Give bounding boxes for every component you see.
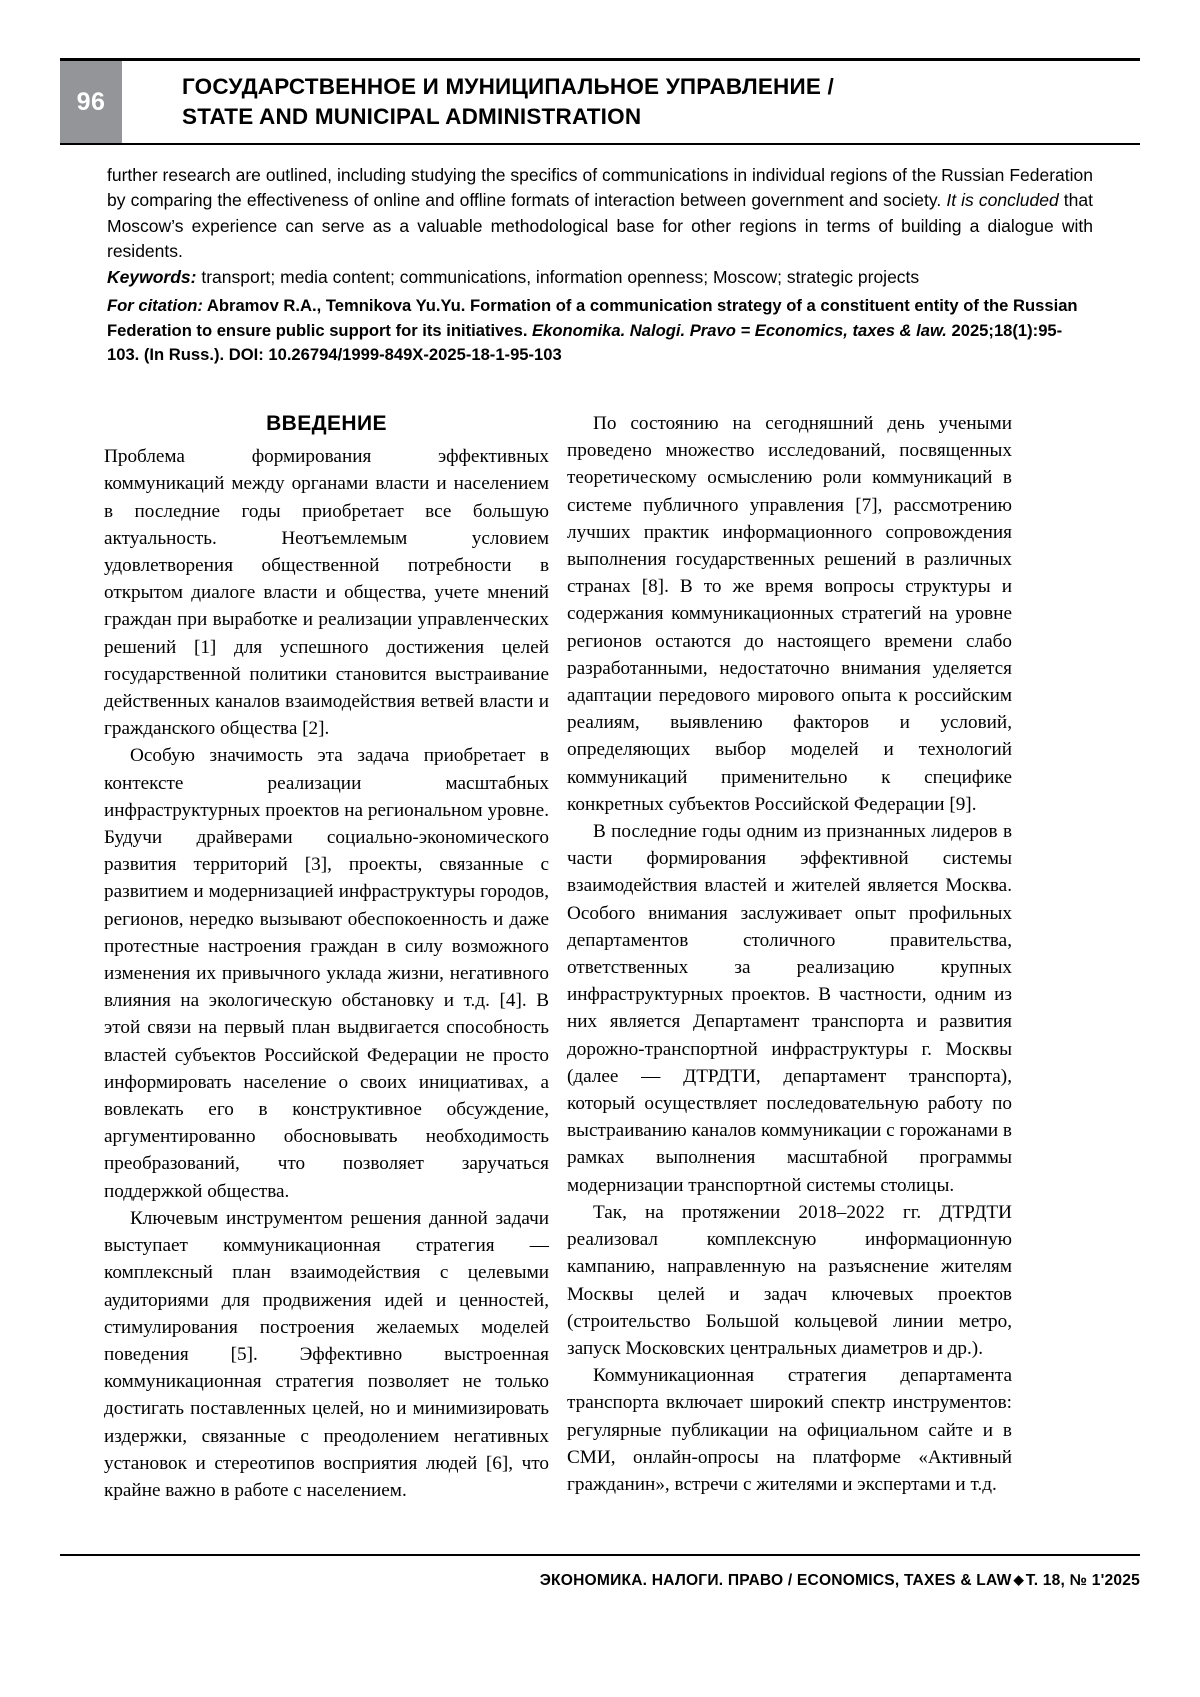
citation-journal: Ekonomika. Nalogi. Pravo = Economics, taxes & law.	[532, 320, 947, 340]
keywords-paragraph	[107, 265, 1093, 290]
abstract-conclusion-label: It is concluded	[946, 190, 1059, 211]
paragraph: Так, на протяжении 2018–2022 гг. ДТРДТИ реализовал комплексную информационную кампанию, направленную на разъяснение жителям Москвы целей и задач ключевых проектов (строительство Большой кольцевой линии метро, запуск Московских центральных диаметров и др.).	[567, 1201, 1012, 1359]
header-rule-bottom	[60, 143, 1140, 145]
header-rule-top	[60, 58, 1140, 61]
abstract-block	[107, 163, 1093, 290]
keywords-text: transport; media content; communications, information openness; Moscow; strategic projects	[196, 266, 920, 287]
body-column-left	[104, 410, 549, 1504]
section-header-title	[182, 72, 1132, 132]
section-header-title-en: STATE AND MUNICIPAL ADMINISTRATION	[182, 104, 642, 129]
page-header	[60, 58, 1140, 144]
paragraph: Ключевым инструментом решения данной задачи выступает коммуникационная стратегия — комплексный план взаимодействия с целевыми аудиториями для продвижения идей и ценностей, стимулирования построения желаемых моделей поведения [5]. Эффективно выстроенная коммуникационная стратегия позволяет не только достигать поставленных целей, но и минимизировать издержки, связанные с преодолением негативных установок и стереотипов восприятия людей [6], что крайне важно в работе с населением.	[104, 1207, 549, 1501]
page-footer	[60, 1572, 1140, 1590]
paragraph: Проблема формирования эффективных коммуникаций между органами власти и населением в последние годы приобретает все большую актуальность. Неотъемлемым условием удовлетворения общественной потребности в открытом диалоге власти и общества, учете мнений граждан при выработке и реализации управленческих решений [1] для успешного достижения целей государственной политики становится выстраивание действенных каналов взаимодействия ветвей власти и гражданского общества [2].	[104, 446, 549, 740]
abstract-paragraph	[107, 163, 1093, 265]
section-header-title-ru: ГОСУДАРСТВЕННОЕ И МУНИЦИПАЛЬНОЕ УПРАВЛЕНИЕ /	[182, 74, 834, 99]
citation-tail: 2025;18(1):95-103. (In Russ.). DOI: 10.26794/1999-849X-2025-18-1-95-103	[107, 320, 1063, 364]
footer-journal-name: ЭКОНОМИКА. НАЛОГИ. ПРАВО / ECONOMICS, TAXES & LAW	[539, 1572, 1012, 1589]
paragraph: По состоянию на сегодняшний день учеными проведено множество исследований, посвященных теоретическому осмыслению роли коммуникаций в системе публичного управления [7], рассмотрению лучших практик информационного сопровождения выполнения государственных решений в различных странах [8]. В то же время вопросы структуры и содержания коммуникационных стратегий на уровне регионов остаются до настоящего времени слабо разработанными, недостаточно внимания уделяется адаптации передового мирового опыта к российским реалиям, выявлению факторов и условий, определяющих выбор моделей и технологий коммуникаций применительно к специфике конкретных субъектов Российской Федерации [9].	[567, 413, 1012, 815]
body-column-right	[567, 410, 1012, 1498]
footer-rule	[60, 1554, 1140, 1556]
citation-block	[107, 294, 1093, 368]
footer-issue: Т. 18, № 1'2025	[1025, 1572, 1140, 1589]
citation-label: For citation:	[107, 296, 203, 315]
paragraph: Особую значимость эта задача приобретает в контексте реализации масштабных инфраструктурных проектов на региональном уровне. Будучи драйверами социально-экономического развития территорий [3], проекты, связанные с развитием и модернизацией инфраструктуры городов, регионов, нередко вызывают обеспокоенность и даже протестные настроения граждан в силу возможного изменения их привычного уклада жизни, негативного влияния на экологическую обстановку и т.д. [4]. В этой связи на первый план выдвигается способность властей субъектов Российской Федерации не просто информировать население о своих инициативах, а вовлекать его в конструктивное обсуждение, аргументированно обосновывать необходимость преобразований, что позволяет заручаться поддержкой общества.	[104, 745, 549, 1202]
page-number: 96	[76, 87, 106, 116]
section-title-introduction: ВВЕДЕНИЕ	[266, 412, 387, 435]
diamond-icon: ◆	[1013, 1572, 1024, 1587]
paragraph: Коммуникационная стратегия департамента транспорта включает широкий спектр инструментов: регулярные публикации на официальном сайте и в СМИ, онлайн-опросы на платформе «Активный гражданин», встречи с жителями и экспертами и т.д.	[567, 1365, 1012, 1495]
paragraph: В последние годы одним из признанных лидеров в части формирования эффективной системы взаимодействия властей и жителей является Москва. Особого внимания заслуживает опыт профильных департаментов столичного правительства, ответственных за реализацию крупных инфраструктурных проектов. В частности, одним из них является Департамент транспорта и развития дорожно-транспортной инфраструктуры г. Москвы (далее — ДТРДТИ, департамент транспорта), который осуществляет последовательную работу по выстраиванию каналов коммуникации с горожанами в рамках выполнения масштабной программы модернизации транспортной системы столицы.	[567, 821, 1012, 1196]
citation-authors-title: Abramov R.A., Temnikova Yu.Yu. Formation of a communication strategy of a constituent entity of the Russian Federation to ensure public support for its initiatives.	[107, 296, 1078, 340]
abstract-conclusion-text: that Moscow’s experience can serve as a valuable methodological base for other regions in terms of building a dialogue with residents.	[107, 190, 1094, 262]
abstract-text: further research are outlined, including studying the specifics of communications in individual regions of the Russian Federation by comparing the effectiveness of online and offline formats of interaction between government and society.	[107, 165, 1093, 211]
keywords-label: Keywords:	[107, 266, 197, 287]
